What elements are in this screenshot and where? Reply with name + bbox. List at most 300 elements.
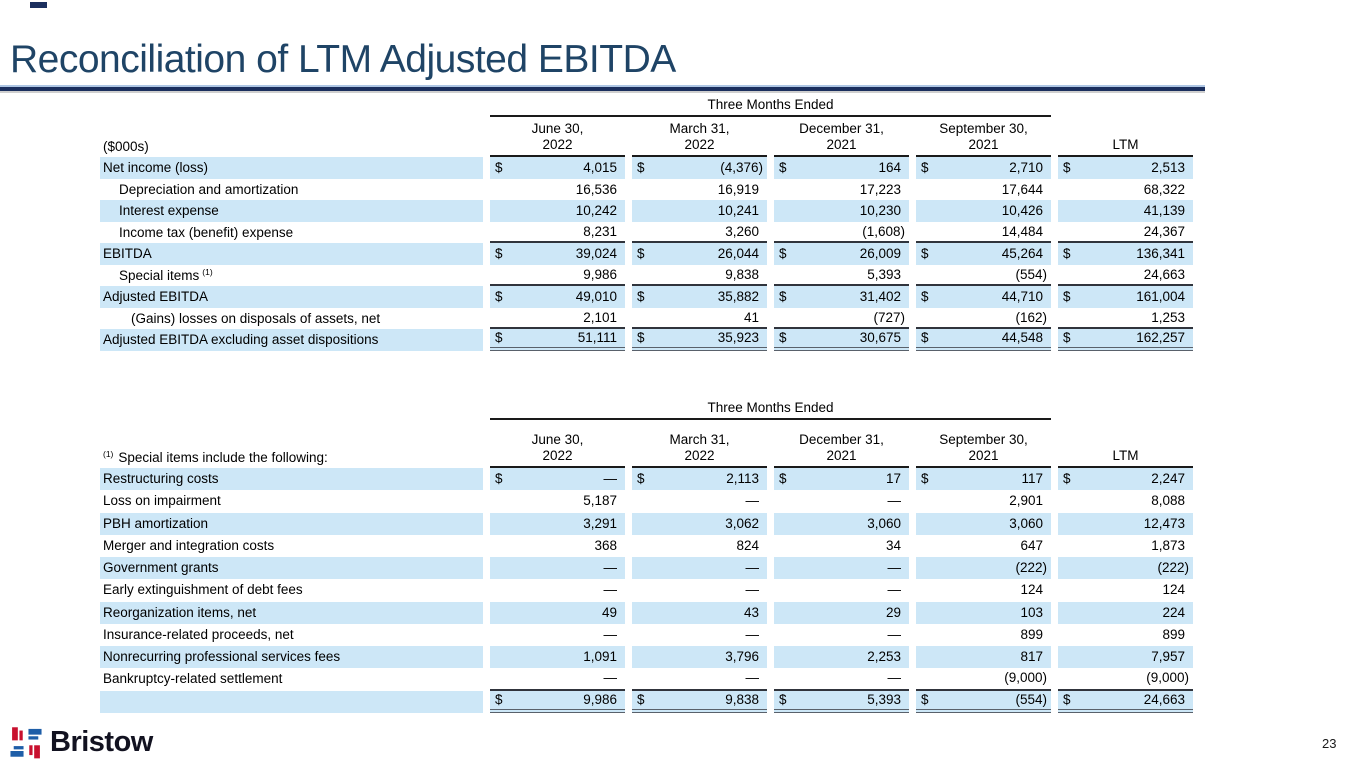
value-cell <box>632 646 767 668</box>
dollar-sign: $ <box>495 246 503 261</box>
cell-value: — <box>603 471 617 486</box>
column-header <box>1058 137 1193 157</box>
value-cell <box>632 329 767 351</box>
spanner-label: Three Months Ended <box>490 400 1051 420</box>
value-cell <box>1058 468 1193 490</box>
spanner-label: Three Months Ended <box>490 97 1051 117</box>
value-cell <box>1058 691 1193 713</box>
table-row <box>100 243 1200 265</box>
value-cell <box>916 513 1051 535</box>
table-body <box>100 157 1200 351</box>
value-cell <box>774 286 909 308</box>
value-cell <box>1058 243 1193 265</box>
table-row <box>100 535 1200 557</box>
row-label: Adjusted EBITDA <box>100 286 483 308</box>
value-cell <box>1058 157 1193 179</box>
table-row <box>100 308 1200 330</box>
value-cell <box>774 490 909 512</box>
cell-value: (222) <box>1157 560 1189 575</box>
row-label: Depreciation and amortization <box>119 181 299 197</box>
logo-wordmark: Bristow <box>50 725 153 758</box>
value-cell <box>916 308 1051 330</box>
value-cell <box>490 579 625 601</box>
value-cell <box>490 222 625 244</box>
row-label: Loss on impairment <box>103 493 221 509</box>
dollar-sign: $ <box>495 160 503 175</box>
column-header <box>632 121 767 157</box>
cell-value: — <box>603 626 617 642</box>
cell-value: 34 <box>885 537 901 553</box>
value-cell <box>774 468 909 490</box>
value-cell <box>774 691 909 713</box>
cell-value: 647 <box>1020 537 1043 553</box>
cell-value: 45,264 <box>1001 246 1043 261</box>
table-row <box>100 624 1200 646</box>
row-label: Early extinguishment of debt fees <box>103 582 303 598</box>
column-header-row <box>100 420 1200 468</box>
value-cell <box>916 691 1051 713</box>
cell-value: 899 <box>1162 626 1185 642</box>
value-cell <box>774 624 909 646</box>
value-cell <box>490 200 625 222</box>
value-cell <box>916 200 1051 222</box>
table-row <box>100 179 1200 201</box>
cell-value: 1,873 <box>1151 537 1185 553</box>
value-cell <box>490 329 625 351</box>
cell-value: 51,111 <box>577 330 617 345</box>
dollar-sign: $ <box>637 289 645 304</box>
value-cell <box>632 222 767 244</box>
value-cell <box>490 179 625 201</box>
cell-value: (162) <box>1015 309 1047 325</box>
cell-value: (727) <box>873 309 905 325</box>
value-cell <box>774 222 909 244</box>
table-row <box>100 286 1200 308</box>
row-label: Income tax (benefit) expense <box>119 224 294 240</box>
cell-value: 2,513 <box>1151 160 1185 175</box>
value-cell <box>490 157 625 179</box>
cell-value: 824 <box>736 537 759 553</box>
value-cell <box>632 490 767 512</box>
value-cell <box>1058 557 1193 579</box>
dollar-sign: $ <box>1063 246 1071 261</box>
dollar-sign: $ <box>779 330 787 345</box>
cell-value: — <box>887 670 901 686</box>
cell-value: — <box>745 626 759 642</box>
value-cell <box>632 286 767 308</box>
cell-value: 12,473 <box>1143 515 1185 531</box>
page-number: 23 <box>1322 736 1337 751</box>
cell-value: 2,901 <box>1009 493 1043 509</box>
value-cell <box>916 222 1051 244</box>
cell-value: 17,223 <box>859 181 901 197</box>
row-label <box>100 691 483 713</box>
value-cell <box>632 243 767 265</box>
column-header-line2: 2021 <box>968 448 999 463</box>
slide-accent-mark <box>30 2 47 8</box>
cell-value: 24,663 <box>1143 266 1185 282</box>
cell-value: 103 <box>1020 604 1043 620</box>
value-cell <box>632 668 767 690</box>
row-label: Reorganization items, net <box>100 602 483 624</box>
cell-value: (9,000) <box>1004 670 1047 686</box>
value-cell <box>490 668 625 690</box>
table-row <box>100 646 1200 668</box>
value-cell <box>1058 490 1193 512</box>
cell-value: 17 <box>885 471 901 486</box>
cell-value: (1,608) <box>862 223 905 239</box>
value-cell <box>490 624 625 646</box>
cell-value: — <box>887 493 901 509</box>
dollar-sign: $ <box>637 246 645 261</box>
value-cell <box>916 557 1051 579</box>
cell-value: — <box>887 626 901 642</box>
table-row <box>100 329 1200 351</box>
cell-value: (9,000) <box>1146 670 1189 686</box>
dollar-sign: $ <box>637 330 645 345</box>
cell-value: 8,231 <box>583 223 617 239</box>
cell-value: 5,393 <box>867 266 901 282</box>
value-cell <box>1058 179 1193 201</box>
table-row <box>100 579 1200 601</box>
cell-value: 9,986 <box>583 266 617 282</box>
dollar-sign: $ <box>1063 691 1071 707</box>
value-cell <box>916 535 1051 557</box>
cell-value: 41,139 <box>1143 203 1185 218</box>
value-cell <box>774 243 909 265</box>
value-cell <box>774 157 909 179</box>
cell-value: 224 <box>1162 604 1185 620</box>
column-header-line1: December 31, <box>799 121 884 136</box>
value-cell <box>632 179 767 201</box>
cell-value: 26,044 <box>717 246 759 261</box>
value-cell <box>916 646 1051 668</box>
cell-value: 1,253 <box>1151 309 1185 325</box>
value-cell <box>1058 222 1193 244</box>
column-header-line2: 2021 <box>968 137 999 152</box>
column-header <box>916 121 1051 157</box>
cell-value: 2,710 <box>1009 160 1043 175</box>
cell-value: 29 <box>885 604 901 620</box>
column-header-line2: 2021 <box>826 448 857 463</box>
cell-value: 2,113 <box>726 471 759 486</box>
column-header-line1: June 30, <box>531 121 584 136</box>
dollar-sign: $ <box>921 246 929 261</box>
cell-value: 124 <box>1162 582 1185 598</box>
cell-value: 5,393 <box>867 691 901 707</box>
cell-value: 817 <box>1020 649 1043 664</box>
page-title: Reconciliation of LTM Adjusted EBITDA <box>10 38 676 81</box>
value-cell <box>916 668 1051 690</box>
row-label: Merger and integration costs <box>103 537 275 553</box>
bristow-logo <box>8 722 153 762</box>
value-cell <box>490 646 625 668</box>
value-cell <box>1058 265 1193 287</box>
table-spanner-row <box>100 395 1200 420</box>
value-cell <box>916 286 1051 308</box>
cell-value: 49 <box>601 604 617 620</box>
column-header-line1: December 31, <box>799 432 884 447</box>
column-header <box>490 121 625 157</box>
row-label: PBH amortization <box>100 513 483 535</box>
value-cell <box>632 157 767 179</box>
footnote-ref: (1) <box>103 449 114 459</box>
row-label: Government grants <box>100 557 483 579</box>
value-cell <box>632 513 767 535</box>
cell-value: — <box>603 670 617 686</box>
table-row <box>100 557 1200 579</box>
cell-value: — <box>603 582 617 598</box>
dollar-sign: $ <box>1063 471 1071 486</box>
cell-value: 44,548 <box>1001 330 1043 345</box>
column-header-line2: 2022 <box>542 448 573 463</box>
column-header-line2: 2021 <box>826 137 857 152</box>
value-cell <box>774 646 909 668</box>
footnote-label: $^{(1)}$ Special items include the following: <box>103 449 328 465</box>
value-cell <box>916 329 1051 351</box>
value-cell <box>774 668 909 690</box>
cell-value: 117 <box>1021 471 1043 486</box>
cell-value: 162,257 <box>1136 330 1185 345</box>
cell-value: (554) <box>1015 691 1047 707</box>
cell-value: 10,230 <box>859 203 901 218</box>
column-header-line2: 2022 <box>542 137 573 152</box>
cell-value: — <box>745 493 759 509</box>
value-cell <box>490 286 625 308</box>
table-row <box>100 668 1200 690</box>
cell-value: 164 <box>878 160 901 175</box>
cell-value: 3,062 <box>725 515 759 531</box>
value-cell <box>916 579 1051 601</box>
bristow-pinwheel-icon <box>8 722 44 762</box>
value-cell <box>490 691 625 713</box>
cell-value: 16,536 <box>575 181 617 197</box>
cell-value: 1,091 <box>583 649 617 664</box>
dollar-sign: $ <box>637 691 645 707</box>
value-cell <box>1058 308 1193 330</box>
row-label: Insurance-related proceeds, net <box>103 626 294 642</box>
value-cell <box>632 691 767 713</box>
row-label: (Gains) losses on disposals of assets, net <box>131 310 381 326</box>
dollar-sign: $ <box>1063 289 1071 304</box>
dollar-sign: $ <box>1063 330 1071 345</box>
cell-value: 10,426 <box>1001 203 1043 218</box>
value-cell <box>774 579 909 601</box>
cell-value: 8,088 <box>1151 493 1185 509</box>
table-row <box>100 490 1200 512</box>
value-cell <box>490 265 625 287</box>
row-label: EBITDA <box>100 243 483 265</box>
value-cell <box>490 243 625 265</box>
cell-value: 35,882 <box>717 289 759 304</box>
cell-value: 2,253 <box>867 649 901 664</box>
value-cell <box>916 602 1051 624</box>
cell-value: 136,341 <box>1136 246 1185 261</box>
cell-value: 3,060 <box>1009 515 1043 531</box>
cell-value: (554) <box>1015 266 1047 282</box>
value-cell <box>774 329 909 351</box>
column-header-line1: June 30, <box>531 432 584 447</box>
cell-value: 2,247 <box>1151 471 1185 486</box>
value-cell <box>490 490 625 512</box>
column-header <box>632 432 767 468</box>
value-cell <box>632 308 767 330</box>
column-header <box>916 432 1051 468</box>
cell-value: 7,957 <box>1151 649 1185 664</box>
table-row <box>100 200 1200 222</box>
column-header-row <box>100 117 1200 157</box>
cell-value: 3,291 <box>583 515 617 531</box>
value-cell <box>632 535 767 557</box>
value-cell <box>916 157 1051 179</box>
value-cell <box>1058 535 1193 557</box>
dollar-sign: $ <box>637 471 645 486</box>
dollar-sign: $ <box>495 691 503 707</box>
row-label: Adjusted EBITDA excluding asset dispositions <box>100 329 483 351</box>
row-label: Net income (loss) <box>100 157 483 179</box>
value-cell <box>490 468 625 490</box>
cell-value: 2,101 <box>583 309 617 325</box>
cell-value: 49,010 <box>575 289 617 304</box>
row-label: Nonrecurring professional services fees <box>100 646 483 668</box>
value-cell <box>490 602 625 624</box>
value-cell <box>490 308 625 330</box>
row-label: Restructuring costs <box>100 468 483 490</box>
value-cell <box>632 265 767 287</box>
column-header <box>774 121 909 157</box>
cell-value: 41 <box>743 309 759 325</box>
cell-value: 35,923 <box>717 330 759 345</box>
table-row <box>100 513 1200 535</box>
cell-value: — <box>887 582 901 598</box>
table-spanner-row <box>100 98 1200 117</box>
units-label: ($000s) <box>103 139 149 154</box>
value-cell <box>916 468 1051 490</box>
dollar-sign: $ <box>779 289 787 304</box>
dollar-sign: $ <box>779 246 787 261</box>
cell-value: 10,242 <box>575 203 617 218</box>
dollar-sign: $ <box>495 471 503 486</box>
column-header <box>774 432 909 468</box>
cell-value: — <box>745 560 759 575</box>
dollar-sign: $ <box>779 471 787 486</box>
table-row <box>100 691 1200 713</box>
column-header-line1: September 30, <box>939 121 1028 136</box>
dollar-sign: $ <box>495 289 503 304</box>
cell-value: 68,322 <box>1143 181 1185 197</box>
cell-value: (222) <box>1015 560 1047 575</box>
cell-value: 4,015 <box>583 160 617 175</box>
cell-value: 16,919 <box>717 181 759 197</box>
ebitda-reconciliation-table <box>100 98 1200 351</box>
cell-value: — <box>745 582 759 598</box>
column-header-line1: LTM <box>1112 448 1139 463</box>
cell-value: 44,710 <box>1001 289 1043 304</box>
column-header-line2: 2022 <box>684 137 715 152</box>
value-cell <box>774 602 909 624</box>
cell-value: (4,376) <box>720 160 763 175</box>
column-header <box>1058 448 1193 468</box>
row-label: Interest expense <box>100 200 483 222</box>
dollar-sign: $ <box>921 471 929 486</box>
dollar-sign: $ <box>921 160 929 175</box>
value-cell <box>774 200 909 222</box>
value-cell <box>1058 329 1193 351</box>
cell-value: 161,004 <box>1136 289 1185 304</box>
cell-value: 14,484 <box>1001 223 1043 239</box>
value-cell <box>490 513 625 535</box>
value-cell <box>916 624 1051 646</box>
dollar-sign: $ <box>495 330 503 345</box>
cell-value: 26,009 <box>859 246 901 261</box>
value-cell <box>774 535 909 557</box>
value-cell <box>1058 286 1193 308</box>
cell-value: — <box>887 560 901 575</box>
cell-value: 368 <box>594 537 617 553</box>
value-cell <box>632 468 767 490</box>
value-cell <box>1058 200 1193 222</box>
value-cell <box>916 490 1051 512</box>
dollar-sign: $ <box>779 691 787 707</box>
value-cell <box>1058 602 1193 624</box>
column-header-line1: March 31, <box>669 432 730 447</box>
cell-value: 10,241 <box>717 203 759 218</box>
value-cell <box>1058 668 1193 690</box>
dollar-sign: $ <box>921 691 929 707</box>
cell-value: 9,838 <box>725 691 759 707</box>
special-items-table <box>100 395 1200 713</box>
dollar-sign: $ <box>921 330 929 345</box>
cell-value: 3,260 <box>725 223 759 239</box>
dollar-sign: $ <box>921 289 929 304</box>
dollar-sign: $ <box>1063 160 1071 175</box>
value-cell <box>774 513 909 535</box>
cell-value: 3,060 <box>867 515 901 531</box>
value-cell <box>632 200 767 222</box>
value-cell <box>632 557 767 579</box>
cell-value: 39,024 <box>575 246 617 261</box>
column-header-line2: 2022 <box>684 448 715 463</box>
cell-value: 5,187 <box>583 493 617 509</box>
value-cell <box>916 265 1051 287</box>
value-cell <box>1058 646 1193 668</box>
cell-value: 9,838 <box>725 266 759 282</box>
table-row <box>100 157 1200 179</box>
value-cell <box>632 624 767 646</box>
dollar-sign: $ <box>637 160 645 175</box>
row-label: Bankruptcy-related settlement <box>103 671 283 687</box>
cell-value: 30,675 <box>859 330 901 345</box>
footnote-ref: (1) <box>202 266 213 277</box>
value-cell <box>774 557 909 579</box>
table-row <box>100 222 1200 244</box>
value-cell <box>916 179 1051 201</box>
column-header-line1: September 30, <box>939 432 1028 447</box>
value-cell <box>632 579 767 601</box>
cell-value: 31,402 <box>859 289 901 304</box>
dollar-sign: $ <box>779 160 787 175</box>
column-header-line1: LTM <box>1112 137 1139 152</box>
value-cell <box>632 602 767 624</box>
title-divider <box>0 85 1205 93</box>
cell-value: — <box>603 560 617 575</box>
cell-value: 124 <box>1020 582 1043 598</box>
column-header <box>490 432 625 468</box>
row-label: Special items $^{(1)}$ <box>119 266 213 283</box>
value-cell <box>1058 579 1193 601</box>
table-row <box>100 468 1200 490</box>
cell-value: 899 <box>1020 626 1043 642</box>
